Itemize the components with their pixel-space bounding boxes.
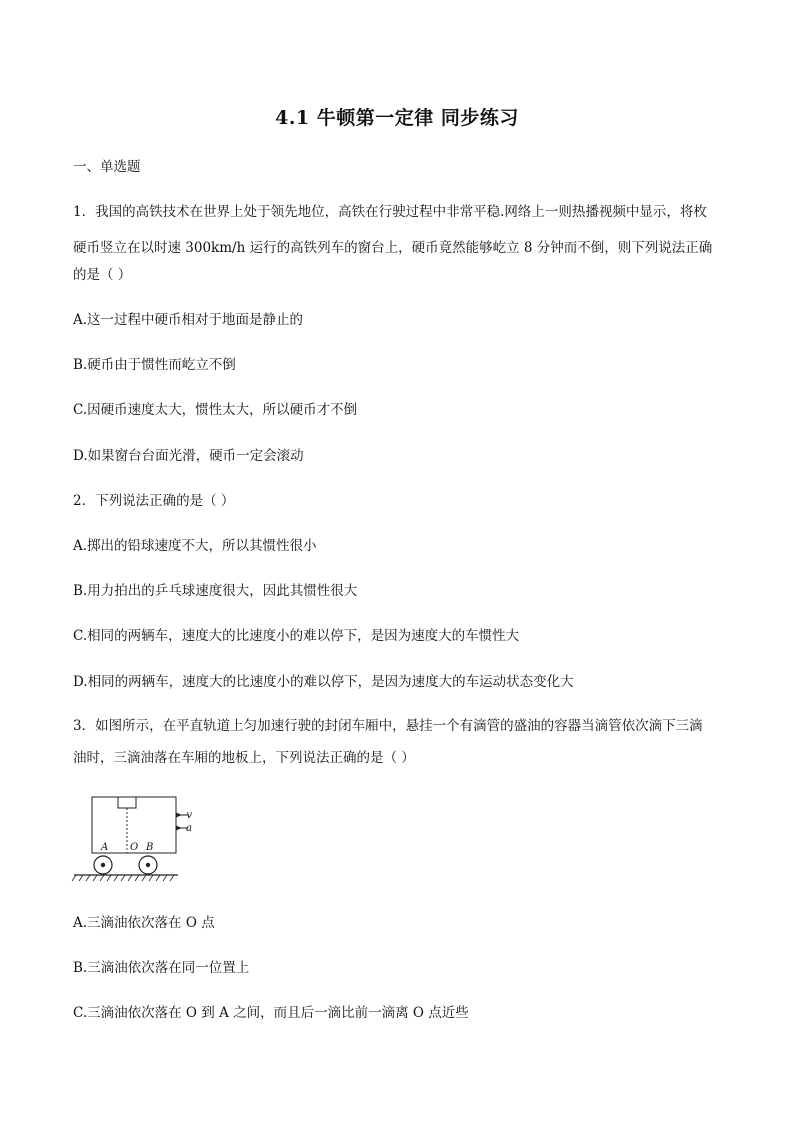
- question-3-option-b: B.三滴油依次落在同一位置上: [73, 960, 250, 976]
- question-1-option-d: D.如果窗台台面光滑，硬币一定会滚动: [73, 448, 304, 464]
- label-a: a: [186, 823, 192, 834]
- label-B: B: [146, 842, 154, 853]
- question-3-option-a: A.三滴油依次落在 O 点: [73, 915, 215, 931]
- oil-container: [118, 797, 136, 808]
- train-carriage-diagram: [70, 793, 192, 885]
- ground-hatching: [72, 875, 174, 881]
- question-2-option-a: A.掷出的铅球速度不大，所以其惯性很小: [73, 538, 317, 554]
- label-O: O: [130, 842, 139, 853]
- question-1-option-b: B.硬币由于惯性而屹立不倒: [73, 357, 236, 373]
- question-3-stem-line-2: 油时，三滴油落在车厢的地板上，下列说法正确的是（ ）: [73, 750, 415, 766]
- acceleration-arrowhead: [176, 826, 182, 831]
- question-1-stem-line-1: 1．我国的高铁技术在世界上处于领先地位，高铁在行驶过程中非常平稳.网络上一则热播视频中显示，将枚: [73, 204, 707, 220]
- wheel-right-hub: [146, 863, 150, 867]
- question-1-stem-line-3: 的是（ ）: [73, 267, 132, 283]
- label-v: v: [186, 810, 192, 821]
- question-2-option-d: D.相同的两辆车，速度大的比速度小的难以停下，是因为速度大的车运动状态变化大: [73, 674, 574, 690]
- question-1-stem-line-2: 硬币竖立在以时速 300km/h 运行的高铁列车的窗台上，硬币竟然能够屹立 8 分钟而不倒，则下列说法正确: [73, 240, 713, 256]
- question-2-option-c: C.相同的两辆车，速度大的比速度小的难以停下，是因为速度大的车惯性大: [73, 628, 520, 644]
- question-3-option-c: C.三滴油依次落在 O 到 A 之间，而且后一滴比前一滴离 O 点近些: [73, 1005, 469, 1021]
- velocity-arrowhead: [176, 813, 182, 818]
- question-3-stem-line-1: 3．如图所示，在平直轨道上匀加速行驶的封闭车厢中，悬挂一个有滴管的盛油的容器当滴管依次滴下三滴: [73, 718, 703, 734]
- question-1-option-a: A.这一过程中硬币相对于地面是静止的: [73, 312, 304, 328]
- section-heading: 一、单选题: [73, 159, 141, 175]
- question-2-option-b: B.用力拍出的乒乓球速度很大，因此其惯性很大: [73, 583, 358, 599]
- carriage-svg: [70, 793, 192, 885]
- question-1-option-c: C.因硬币速度太大，惯性太大，所以硬币才不倒: [73, 402, 358, 418]
- page-title: 4.1 牛顿第一定律 同步练习: [275, 107, 519, 129]
- label-A: A: [101, 842, 109, 853]
- question-2-stem-line-1: 2．下列说法正确的是（ ）: [73, 493, 235, 509]
- wheel-left-hub: [101, 863, 105, 867]
